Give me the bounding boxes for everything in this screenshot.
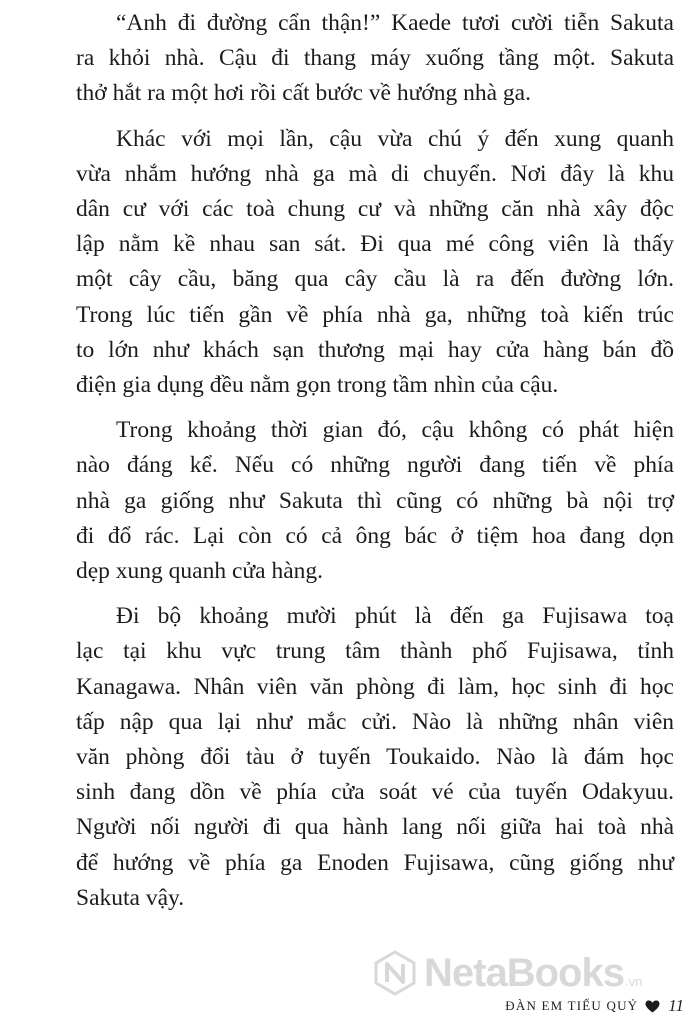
text-line: Người nối người đi qua hành lang nối giữa hai toà nhà bbox=[76, 814, 674, 841]
text-line: ra khỏi nhà. Cậu đi thang máy xuống tầng một. Sakuta bbox=[76, 45, 674, 72]
page-number: 11 bbox=[668, 996, 684, 1015]
heart-icon bbox=[645, 1000, 660, 1013]
netabooks-logo-icon bbox=[372, 950, 418, 996]
paragraph bbox=[76, 413, 674, 589]
text-line: Sakuta vậy. bbox=[76, 884, 185, 911]
watermark-text: NetaBooks bbox=[424, 950, 624, 995]
text-line: Kanagawa. Nhân viên văn phòng đi làm, học sinh đi học bbox=[76, 673, 674, 700]
text-line: Trong khoảng thời gian đó, cậu không có phát hiện bbox=[116, 417, 674, 444]
text-line: sinh đang dồn về phía cửa soát vé của tuyến Odakyuu. bbox=[76, 779, 674, 806]
text-line: lạc tại khu vực trung tâm thành phố Fujisawa, tỉnh bbox=[76, 638, 674, 665]
text-line: to lớn như khách sạn thương mại hay cửa hàng bán đồ bbox=[76, 336, 674, 363]
paragraph bbox=[76, 122, 674, 404]
text-line: thở hắt ra một hơi rồi cất bước về hướng nhà ga. bbox=[76, 80, 531, 107]
text-line: Khác với mọi lần, cậu vừa chú ý đến xung quanh bbox=[116, 125, 674, 152]
text-line: Trong lúc tiến gần về phía nhà ga, những toà kiến trúc bbox=[76, 301, 674, 328]
text-line: dẹp xung quanh cửa hàng. bbox=[76, 558, 324, 585]
text-line: một cây cầu, băng qua cây cầu là ra đến đường lớn. bbox=[76, 266, 674, 293]
text-line: “Anh đi đường cẩn thận!” Kaede tươi cười tiễn Sakuta bbox=[116, 10, 674, 36]
text-line: nhà ga giống như Sakuta thì cũng có những bà nội trợ bbox=[76, 487, 674, 514]
watermark bbox=[372, 948, 642, 998]
text-line: dân cư với các toà chung cư và những căn nhà xây độc bbox=[76, 196, 674, 223]
text-line: tấp nập qua lại như mắc cửi. Nào là những nhân viên bbox=[76, 708, 674, 735]
text-line: nào đáng kể. Nếu có những người đang tiến về phía bbox=[76, 452, 674, 479]
text-line: điện gia dụng đều nằm gọn trong tầm nhìn của cậu. bbox=[76, 372, 559, 399]
text-line: lập nằm kề nhau san sát. Đi qua mé công viên là thấy bbox=[76, 231, 674, 258]
book-title: ĐÀN EM TIỂU QUỶ bbox=[505, 998, 639, 1013]
text-line: đi đổ rác. Lại còn có cả ông bác ở tiệm hoa đang dọn bbox=[76, 522, 674, 549]
text-line: để hướng về phía ga Enoden Fujisawa, cũng giống như bbox=[76, 849, 674, 876]
body-text bbox=[76, 6, 674, 926]
watermark-suffix: .vn bbox=[624, 974, 643, 989]
text-line: vừa nhắm hướng nhà ga mà di chuyển. Nơi đây là khu bbox=[76, 160, 674, 187]
paragraph bbox=[76, 6, 674, 112]
text-line: Đi bộ khoảng mười phút là đến ga Fujisawa toạ bbox=[116, 603, 674, 630]
text-line: văn phòng đổi tàu ở tuyến Toukaido. Nào là đám học bbox=[76, 744, 674, 771]
page-footer bbox=[505, 995, 684, 1017]
paragraph bbox=[76, 599, 674, 916]
